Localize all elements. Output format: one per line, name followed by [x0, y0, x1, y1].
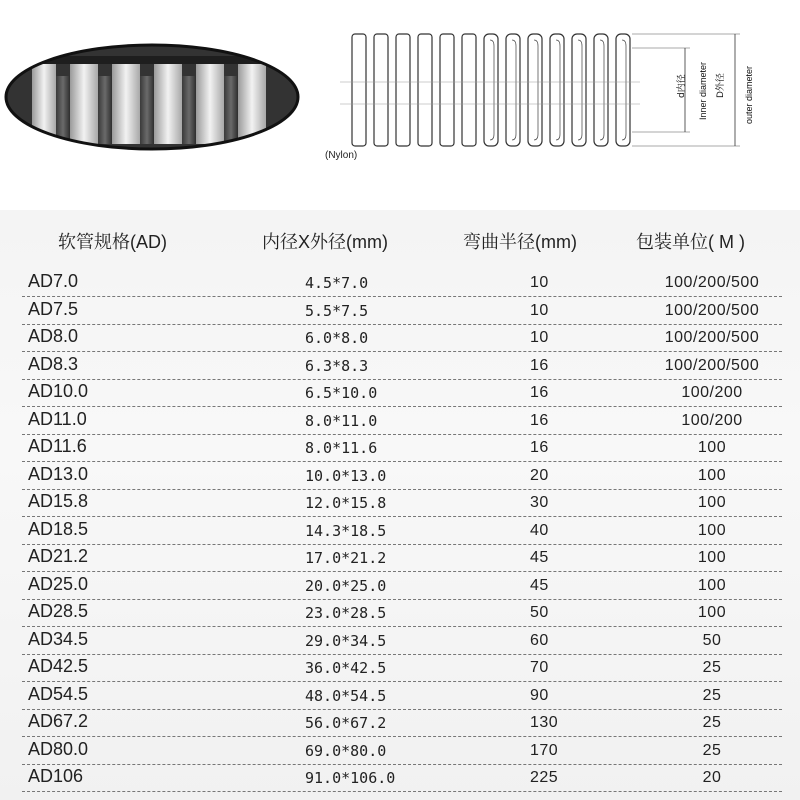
packing-unit-cell: 100 [697, 494, 727, 511]
packing-unit-cell: 100 [697, 604, 727, 621]
dimension-cell: 12.0*15.8 [305, 494, 387, 512]
table-row [22, 710, 782, 737]
table-row [22, 518, 782, 545]
packing-unit-cell: 50 [702, 631, 722, 649]
hose-cross-section-icon [2, 40, 302, 180]
dimension-cell: 23.0*28.5 [305, 604, 387, 622]
dimension-cell: 4.5*7.0 [305, 274, 369, 292]
dimension-cell: 8.0*11.0 [305, 411, 378, 430]
dimension-cell: 10.0*13.0 [305, 466, 387, 485]
packing-unit-cell: 100/200 [681, 411, 743, 429]
bend-radius-cell: 45 [530, 576, 549, 594]
spec-cell: AD54.5 [28, 683, 89, 704]
bend-radius-cell: 16 [530, 411, 549, 429]
spec-cell: AD10.0 [28, 381, 89, 401]
table-row [22, 573, 782, 600]
spec-cell: AD7.0 [28, 271, 79, 291]
table-row [22, 408, 782, 435]
packing-unit-cell: 100 [697, 439, 727, 456]
packing-unit-cell: 25 [702, 741, 722, 759]
spec-cell: AD28.5 [28, 601, 89, 621]
bend-radius-cell: 170 [530, 741, 559, 759]
bend-radius-cell: 10 [530, 329, 549, 346]
product-diagram-area [0, 0, 800, 210]
spec-cell: AD67.2 [28, 711, 89, 731]
outer-diameter-en-label: outer diameter [744, 65, 754, 124]
header-bend-radius: 弯曲半径(mm) [463, 232, 577, 252]
packing-unit-cell: 25 [702, 659, 722, 676]
packing-unit-cell: 20 [702, 769, 722, 786]
packing-unit-cell: 100/200/500 [664, 356, 760, 374]
table-row [22, 738, 782, 765]
packing-unit-cell: 100 [697, 576, 727, 594]
table-row [22, 298, 782, 325]
hose-side-view-icon [340, 20, 800, 170]
dimension-cell: 5.5*7.5 [305, 301, 369, 320]
dimension-cell: 6.3*8.3 [305, 356, 369, 375]
nylon-label: (Nylon) [325, 150, 358, 161]
dimension-cell: 8.0*11.6 [305, 439, 378, 457]
spec-cell: AD15.8 [28, 491, 89, 511]
table-row [22, 628, 782, 655]
bend-radius-cell: 20 [530, 466, 549, 484]
dimension-cell: 17.0*21.2 [305, 549, 387, 567]
outer-diameter-cn-label: D外径 [716, 73, 726, 98]
table-row [22, 545, 782, 572]
packing-unit-cell: 25 [702, 714, 722, 731]
dimension-cell: 29.0*34.5 [305, 631, 387, 650]
table-row [22, 270, 782, 297]
spec-cell: AD18.5 [28, 518, 89, 539]
table-row [22, 683, 782, 710]
packing-unit-cell: 100 [697, 466, 727, 484]
packing-unit-cell: 100 [697, 521, 727, 539]
dimension-cell: 6.0*8.0 [305, 329, 369, 347]
dimension-cell: 20.0*25.0 [305, 576, 387, 595]
spec-cell: AD11.6 [28, 436, 87, 456]
bend-radius-cell: 60 [530, 631, 549, 649]
table-row [22, 325, 782, 352]
spec-cell: AD7.5 [28, 298, 79, 319]
dimension-cell: 91.0*106.0 [305, 769, 396, 787]
table-row [22, 600, 782, 627]
bend-radius-cell: 225 [530, 769, 559, 786]
table-row [22, 463, 782, 490]
bend-radius-cell: 10 [530, 301, 549, 319]
spec-cell: AD80.0 [28, 738, 89, 759]
bend-radius-cell: 45 [530, 549, 549, 566]
dimension-cell: 6.5*10.0 [305, 384, 378, 402]
bend-radius-cell: 50 [530, 604, 549, 621]
inner-diameter-en-label: Inner diameter [698, 61, 708, 120]
dimension-cell: 14.3*18.5 [305, 521, 387, 540]
packing-unit-cell: 100/200/500 [664, 301, 760, 319]
table-row [22, 765, 782, 792]
spec-cell: AD8.0 [28, 326, 79, 346]
packing-unit-cell: 100/200/500 [664, 329, 760, 346]
packing-unit-cell: 100/200/500 [664, 274, 760, 291]
bend-radius-cell: 16 [530, 356, 549, 374]
dimension-cell: 48.0*54.5 [305, 686, 387, 705]
spec-cell: AD13.0 [28, 463, 89, 484]
packing-unit-cell: 25 [702, 686, 722, 704]
bend-radius-cell: 70 [530, 659, 549, 676]
bend-radius-cell: 10 [530, 274, 549, 291]
spec-cell: AD42.5 [28, 656, 89, 676]
bend-radius-cell: 90 [530, 686, 549, 704]
spec-cell: AD25.0 [28, 573, 89, 594]
dimension-cell: 69.0*80.0 [305, 741, 387, 760]
table-row [22, 353, 782, 380]
dimension-cell: 36.0*42.5 [305, 659, 387, 677]
spec-cell: AD34.5 [28, 628, 89, 649]
inner-diameter-cn-label: d内径 [677, 74, 687, 98]
spec-cell: AD106 [28, 766, 84, 786]
table-row [22, 490, 782, 517]
bend-radius-cell: 16 [530, 439, 549, 456]
header-dimensions: 内径X外径(mm) [262, 232, 388, 252]
spec-cell: AD8.3 [28, 353, 79, 374]
bend-radius-cell: 30 [530, 494, 549, 511]
spec-cell: AD21.2 [28, 546, 89, 566]
corrugation-ribs [352, 34, 630, 146]
bend-radius-cell: 130 [530, 714, 559, 731]
header-spec: 软管规格(AD) [58, 232, 167, 252]
bend-radius-cell: 16 [530, 384, 549, 401]
table-row [22, 380, 782, 407]
table-row [22, 655, 782, 682]
header-packing-unit: 包装单位( M ) [636, 232, 745, 252]
table-row [22, 435, 782, 462]
spec-cell: AD11.0 [28, 408, 87, 429]
dimension-cell: 56.0*67.2 [305, 714, 387, 732]
packing-unit-cell: 100/200 [681, 384, 743, 401]
packing-unit-cell: 100 [697, 549, 727, 566]
bend-radius-cell: 40 [530, 521, 549, 539]
